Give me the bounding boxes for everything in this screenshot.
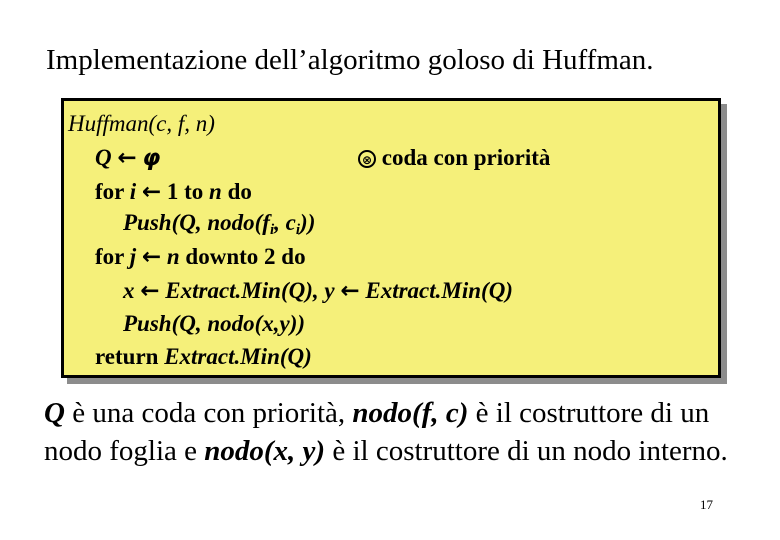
desc-q: Q — [44, 397, 65, 429]
desc-part2: è il costruttore di un nodo foglia e — [44, 397, 710, 467]
loop-var-i: i — [129, 179, 137, 204]
loop-start-n: n — [166, 244, 180, 269]
var-y: y — [324, 278, 335, 303]
comment-marker-icon: ⊗ — [358, 150, 376, 168]
assign-arrow-icon: ← — [117, 145, 137, 171]
desc-part1: è una coda con priorità, — [64, 397, 353, 429]
push-call: Push(Q, nodo(f — [123, 210, 270, 235]
description-paragraph — [44, 394, 744, 470]
code-signature: Huffman(c, f, n) — [68, 111, 215, 136]
keyword-for: for — [95, 179, 124, 204]
desc-nodo-fc: nodo(f, c) — [352, 397, 469, 429]
code-line-init-queue — [95, 145, 160, 171]
var-x: x — [123, 278, 135, 303]
loop-bound-n: n — [209, 179, 222, 204]
keyword-for: for — [95, 244, 124, 269]
extract-call-1: Extract.Min(Q), — [165, 278, 319, 303]
keyword-return: return — [95, 344, 159, 369]
return-extract-call: Extract.Min(Q) — [164, 344, 312, 369]
comment-text: coda con priorità — [381, 145, 551, 170]
desc-nodo-xy: nodo(x, y) — [204, 435, 326, 467]
slide-title: Implementazione dell’algoritmo goloso di Huffman. — [46, 44, 654, 76]
subscript-i: i — [295, 222, 301, 238]
loop-var-j: j — [129, 244, 137, 269]
assign-arrow-icon: ← — [141, 244, 162, 270]
page-number: 17 — [700, 497, 713, 512]
code-line-push-internal: Push(Q, nodo(x,y)) — [123, 311, 306, 336]
push-close: )) — [300, 210, 316, 235]
code-line-for-i — [95, 179, 252, 205]
keyword-do: do — [227, 179, 252, 204]
empty-set-symbol: φ — [142, 145, 161, 171]
algorithm-code-box — [61, 98, 721, 378]
assign-arrow-icon: ← — [141, 179, 162, 205]
code-comment — [358, 145, 550, 171]
extract-call-2: Extract.Min(Q) — [365, 278, 513, 303]
code-line-extract — [123, 278, 513, 304]
assign-arrow-icon: ← — [340, 278, 360, 304]
code-line-return — [95, 344, 312, 370]
push-sep: , c — [274, 210, 296, 235]
loop-range: 1 to — [166, 179, 204, 204]
assign-arrow-icon: ← — [140, 278, 160, 304]
desc-part3: è il costruttore di un nodo interno. — [325, 435, 728, 467]
code-line-push-leaf — [123, 210, 315, 239]
queue-var: Q — [95, 145, 112, 170]
code-line-for-j — [95, 244, 306, 270]
subscript-i: i — [269, 222, 275, 238]
loop-range: downto 2 do — [185, 244, 306, 269]
